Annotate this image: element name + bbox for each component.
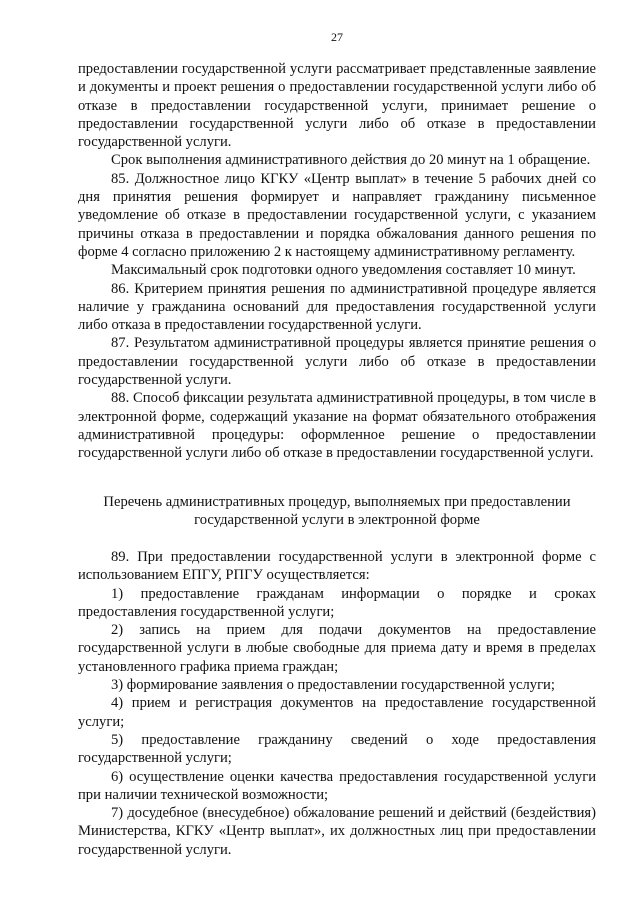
paragraph-88: 88. Способ фиксации результата административной процедуры, в том числе в электронной форме, содержащий указание на формат обязательного отображения административной процедуры: оформленное решение о предоставлении государственной услуги либо об отказе в предоставлении государственной услуги. [78, 390, 596, 462]
list-item-7: 7) досудебное (внесудебное) обжалование решений и действий (бездействия) Министерства, КГКУ «Центр выплат», их должностных лиц при предоставлении государственной услуги. [78, 805, 596, 858]
paragraph-85: 85. Должностное лицо КГКУ «Центр выплат» в течение 5 рабочих дней со дня принятия решения формирует и направляет гражданину письменное уведомление об отказе в предоставлении государственной услуги, с указанием причины отказа в предоставлении и порядка обжалования данного решения по форме 4 согласно приложению 2 к настоящему административному регламенту. [78, 170, 596, 260]
list-item-6: 6) осуществление оценки качества предоставления государственной услуги при наличии технической возможности; [78, 768, 596, 803]
list-item-4: 4) прием и регистрация документов на предоставление государственной услуги; [78, 695, 596, 730]
list-item-5: 5) предоставление гражданину сведений о ходе предоставления государственной услуги; [78, 731, 596, 767]
text-block-procedures [78, 60, 596, 463]
paragraph-max-term: Максимальный срок подготовки одного уведомления составляет 10 минут. [111, 262, 576, 279]
paragraph-86: 86. Критерием принятия решения по административной процедуре является наличие у гражданина оснований для предоставления государственной услуги либо отказа в предоставлении государственной услуги. [78, 280, 596, 334]
section-title-line-1: Перечень административных процедур, выполняемых при предоставлении [103, 494, 571, 510]
list-item-3: 3) формирование заявления о предоставлении государственной услуги; [111, 677, 555, 694]
paragraph-continuation: предоставлении государственной услуги рассматривает представленные заявление и документы и проект решения о предоставлении государственной услуги либо об отказе в предоставлении государственной услуги, принимает решение о предоставлении государственной услуги либо об отказе в предоставлении государственной услуги. [78, 61, 596, 151]
paragraph-89: 89. При предоставлении государственной услуги в электронной форме с использованием ЕПГУ, РПГУ осуществляется: [78, 549, 596, 584]
section-title-line-2: государственной услуги в электронной форме [194, 512, 480, 529]
text-block-electronic [78, 548, 596, 859]
paragraph-87: 87. Результатом административной процедуры является принятие решения о предоставлении государственной услуги либо об отказе в предоставлении государственной услуги. [78, 335, 596, 389]
list-item-2: 2) запись на прием для подачи документов на предоставление государственной услуги в любые свободные для приема дату и время в пределах установленного графика приема граждан; [78, 622, 596, 675]
list-item-1: 1) предоставление гражданам информации о порядке и сроках предоставления государственной услуги; [78, 585, 596, 620]
page-number: 27 [331, 30, 343, 44]
section-title [78, 493, 596, 530]
paragraph-deadline: Срок выполнения административного действия до 20 минут на 1 обращение. [111, 152, 591, 169]
